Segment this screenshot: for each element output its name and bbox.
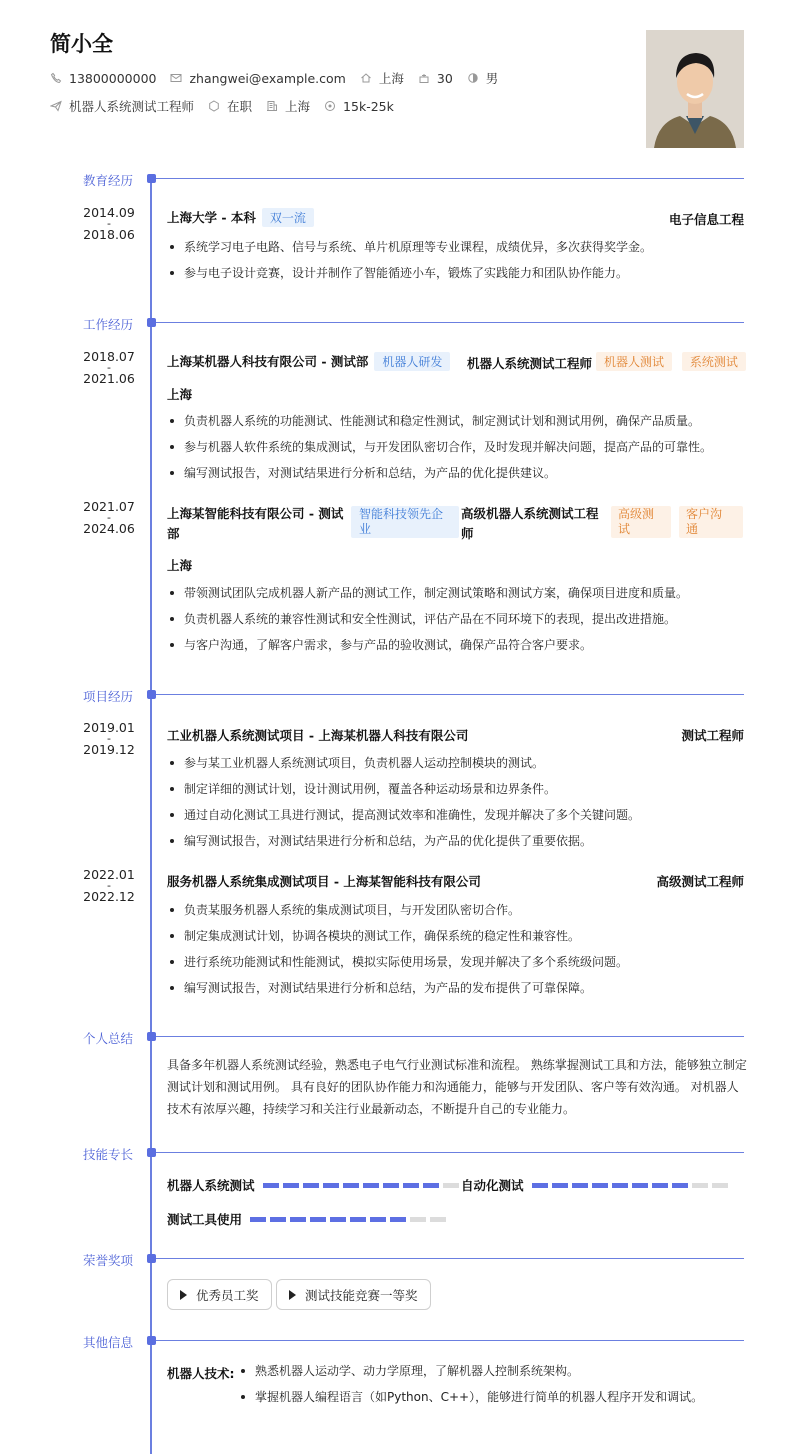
skill-segment (270, 1217, 286, 1222)
other-bullets (238, 1363, 703, 1415)
section-divider (156, 178, 744, 179)
school-tag: 双一流 (262, 208, 314, 227)
project-bullets (167, 902, 628, 1006)
phone-icon (50, 72, 62, 84)
list-item: 制定详细的测试计划，设计测试用例，覆盖各种运动场景和边界条件。 (167, 781, 640, 807)
list-item: 参与电子设计竞赛，设计并制作了智能循迹小车，锻炼了实践能力和团队协作能力。 (167, 265, 652, 291)
skill-segment (303, 1183, 319, 1188)
skill-item: 自动化测试 (461, 1176, 732, 1194)
profile-photo (646, 30, 744, 148)
skill-item: 机器人系统测试 (167, 1176, 463, 1194)
skill-segment (290, 1217, 306, 1222)
skill-segment (330, 1217, 346, 1222)
section-title-summary: 个人总结 (83, 1031, 134, 1046)
summary-text: 具备多年机器人系统测试经验，熟悉电子电气行业测试标准和流程。 熟练掌握测试工具和方法，能够独立制定测试计划和测试用例。 具有良好的团队协作能力和沟通能力，能够与开发团队、客户等有效沟通。 对机器人技术有浓厚兴趣，持续学习和关注行业最新动态，不断提升自己的专业能力。 (167, 1058, 747, 1116)
education-school: 上海大学 - 本科 双一流 (167, 208, 314, 227)
section-marker (147, 1032, 156, 1041)
education-date: 2014.09 - 2018.06 (83, 205, 135, 242)
position-tag: 系统测试 (682, 352, 746, 371)
skill-segment (692, 1183, 708, 1188)
skill-segment (532, 1183, 548, 1188)
skill-segment (390, 1217, 406, 1222)
education-bullets (167, 239, 652, 291)
skill-item: 测试工具使用 (167, 1210, 450, 1228)
position-tags (596, 352, 746, 371)
skill-segment (552, 1183, 568, 1188)
work-bullets (167, 585, 688, 663)
section-marker (147, 318, 156, 327)
intent-city: 上海 (266, 97, 310, 115)
skill-segment (310, 1217, 326, 1222)
skill-segment (443, 1183, 459, 1188)
skill-segment (712, 1183, 728, 1188)
contact-row (50, 69, 512, 87)
section-marker (147, 690, 156, 699)
skill-segment (323, 1183, 339, 1188)
send-icon (50, 100, 62, 112)
position-tag: 高级测 试 (611, 506, 671, 538)
gender-icon (467, 72, 479, 84)
skill-segment (423, 1183, 439, 1188)
section-divider (156, 1152, 744, 1153)
project-bullets (167, 755, 640, 859)
skill-level-bar (250, 1217, 450, 1222)
list-item: 与客户沟通，了解客户需求，参与产品的验收测试，确保产品符合客户要求。 (167, 637, 688, 663)
project-title: 服务机器人系统集成测试项目 - 上海某智能科技有限公司 (167, 874, 481, 889)
list-item: 系统学习电子电路、信号与系统、单片机原理等专业课程，成绩优异，多次获得奖学金。 (167, 239, 652, 265)
skill-segment (350, 1217, 366, 1222)
company-tag: 智能科技领先企 业 (351, 506, 459, 538)
skill-segment (672, 1183, 688, 1188)
section-title-work: 工作经历 (83, 317, 134, 332)
skill-level-bar (263, 1183, 463, 1188)
work-position: 高级机器人系统测试工程 师 (461, 506, 599, 541)
salary-icon (324, 100, 336, 112)
section-title-other: 其他信息 (83, 1335, 134, 1350)
contact-gender: 男 (467, 69, 499, 87)
section-marker (147, 174, 156, 183)
list-item: 通过自动化测试工具进行测试，提高测试效率和准确性，发现并解决了多个关键问题。 (167, 807, 640, 833)
skill-segment (250, 1217, 266, 1222)
contact-age: 30 (418, 71, 453, 86)
section-title-education: 教育经历 (83, 173, 134, 188)
work-company: 上海某机器人科技有限公司 - 测试部 机器人研发 (167, 352, 450, 371)
work-bullets (167, 413, 712, 491)
job-intent-row (50, 97, 408, 115)
work-company: 上海某智能科技有限公司 - 测试 部 (167, 506, 344, 541)
list-item: 负责某服务机器人系统的集成测试项目，与开发团队密切合作。 (167, 902, 628, 928)
list-item: 参与某工业机器人系统测试项目，负责机器人运动控制模块的测试。 (167, 755, 640, 781)
work-position: 机器人系统测试工程师 (467, 356, 593, 371)
skill-segment (383, 1183, 399, 1188)
award-badge: 测试技能竞赛一等奖 (276, 1279, 431, 1310)
section-divider (156, 694, 744, 695)
skill-level-bar (532, 1183, 732, 1188)
list-item: 熟悉机器人运动学、动力学原理，了解机器人控制系统架构。 (238, 1363, 703, 1389)
position-tag: 客户沟 通 (679, 506, 743, 538)
status-icon (208, 100, 220, 112)
section-title-projects: 项目经历 (83, 689, 134, 704)
candidate-name: 简小全 (50, 32, 113, 56)
section-marker (147, 1254, 156, 1263)
skill-segment (410, 1217, 426, 1222)
skill-segment (370, 1217, 386, 1222)
list-item: 掌握机器人编程语言（如Python、C++），能够进行简单的机器人程序开发和调试。 (238, 1389, 703, 1415)
list-item: 编写测试报告，对测试结果进行分析和总结，为产品的优化提供建议。 (167, 465, 712, 491)
award-badge: 优秀员工奖 (167, 1279, 272, 1310)
work-date: 2021.07 - 2024.06 (83, 499, 135, 536)
project-date: 2022.01 - 2022.12 (83, 867, 135, 904)
age-icon (418, 72, 430, 84)
section-divider (156, 1340, 744, 1341)
skill-segment (572, 1183, 588, 1188)
other-label: 机器人技术: (167, 1366, 235, 1381)
skill-segment (652, 1183, 668, 1188)
list-item: 负责机器人系统的兼容性测试和安全性测试，评估产品在不同环境下的表现，提出改进措施。 (167, 611, 688, 637)
skill-segment (263, 1183, 279, 1188)
project-title: 工业机器人系统测试项目 - 上海某机器人科技有限公司 (167, 728, 469, 743)
list-item: 进行系统功能测试和性能测试，模拟实际使用场景，发现并解决了多个系统级问题。 (167, 954, 628, 980)
position-tag: 机器人测试 (596, 352, 672, 371)
intent-position: 机器人系统测试工程师 (50, 97, 194, 115)
section-marker (147, 1336, 156, 1345)
section-divider (156, 322, 744, 323)
play-icon (289, 1290, 296, 1300)
skill-segment (430, 1217, 446, 1222)
skill-segment (632, 1183, 648, 1188)
project-role: 测试工程师 (681, 728, 744, 743)
list-item: 编写测试报告，对测试结果进行分析和总结，为产品的发布提供了可靠保障。 (167, 980, 628, 1006)
skill-segment (612, 1183, 628, 1188)
list-item: 参与机器人软件系统的集成测试，与开发团队密切合作，及时发现并解决问题，提高产品的可靠性。 (167, 439, 712, 465)
contact-phone: 13800000000 (50, 71, 156, 86)
section-divider (156, 1036, 744, 1037)
work-date: 2018.07 - 2021.06 (83, 349, 135, 386)
building-icon (266, 100, 278, 112)
education-major: 电子信息工程 (668, 212, 744, 227)
list-item: 制定集成测试计划，协调各模块的测试工作，确保系统的稳定性和兼容性。 (167, 928, 628, 954)
list-item: 负责机器人系统的功能测试、性能测试和稳定性测试，制定测试计划和测试用例，确保产品质量。 (167, 413, 712, 439)
section-divider (156, 1258, 744, 1259)
skill-segment (343, 1183, 359, 1188)
home-icon (360, 72, 372, 84)
section-marker (147, 1148, 156, 1157)
intent-status: 在职 (208, 97, 252, 115)
project-role: 高级测试工程师 (656, 874, 744, 889)
work-city: 上海 (167, 387, 193, 402)
skill-segment (403, 1183, 419, 1188)
section-title-honors: 荣誉奖项 (83, 1253, 134, 1268)
play-icon (180, 1290, 187, 1300)
intent-salary: 15k-25k (324, 99, 394, 114)
skill-segment (363, 1183, 379, 1188)
project-date: 2019.01 - 2019.12 (83, 720, 135, 757)
list-item: 编写测试报告，对测试结果进行分析和总结，为产品的优化提供了重要依据。 (167, 833, 640, 859)
skill-segment (592, 1183, 608, 1188)
list-item: 带领测试团队完成机器人新产品的测试工作，制定测试策略和测试方案，确保项目进度和质量。 (167, 585, 688, 611)
work-city: 上海 (167, 558, 193, 573)
contact-email: zhangwei@example.com (170, 71, 345, 86)
company-tag: 机器人研发 (374, 352, 450, 371)
section-title-skills: 技能专长 (83, 1147, 134, 1162)
contact-city: 上海 (360, 69, 404, 87)
skill-segment (283, 1183, 299, 1188)
mail-icon (170, 72, 182, 84)
